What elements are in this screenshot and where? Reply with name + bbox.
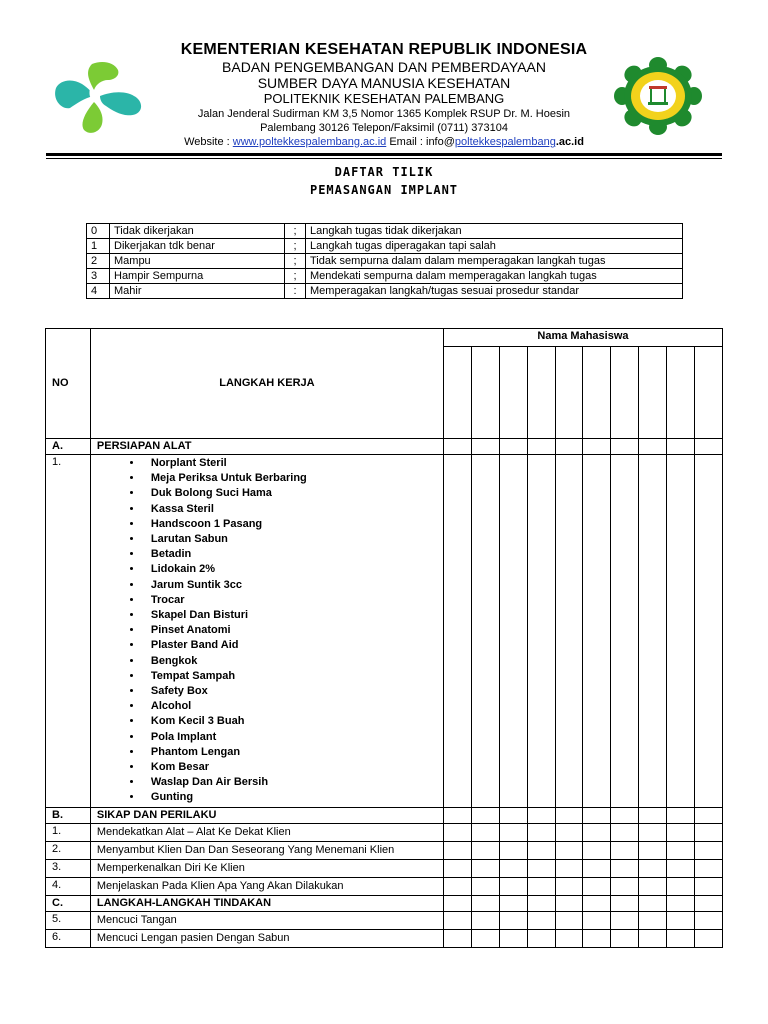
score-cell[interactable] [611, 439, 639, 455]
list-item: • Handscoon 1 Pasang [143, 517, 437, 532]
student-name-cell[interactable] [527, 347, 555, 439]
legend-label: Mahir [110, 284, 285, 299]
score-cell[interactable] [583, 455, 611, 808]
list-item: • Kom Kecil 3 Buah [143, 714, 437, 729]
score-cell[interactable] [583, 911, 611, 929]
legend-row [87, 224, 683, 239]
score-cell[interactable] [555, 911, 583, 929]
header-student-names: Nama Mahasiswa [443, 329, 722, 347]
section-row [46, 807, 723, 823]
score-cell[interactable] [583, 841, 611, 859]
legend-description: Langkah tugas diperagakan tapi salah [306, 239, 683, 254]
score-cell[interactable] [639, 823, 667, 841]
score-cell[interactable] [694, 439, 722, 455]
website-label: Website : [184, 136, 233, 148]
score-cell[interactable] [471, 929, 499, 947]
legend-row [87, 254, 683, 269]
table-row [46, 877, 723, 895]
row-step: Mencuci Tangan [90, 911, 443, 929]
row-no: 5. [46, 911, 91, 929]
tool-list-cell [90, 455, 443, 808]
row-no: 3. [46, 859, 91, 877]
score-cell[interactable] [527, 911, 555, 929]
student-name-cell[interactable] [471, 347, 499, 439]
row-step: Mendekatkan Alat – Alat Ke Dekat Klien [90, 823, 443, 841]
score-cell[interactable] [443, 895, 471, 911]
score-cell[interactable] [555, 859, 583, 877]
score-cell[interactable] [527, 807, 555, 823]
score-cell[interactable] [667, 911, 695, 929]
legend-label: Dikerjakan tdk benar [110, 239, 285, 254]
poltekkes-seal-icon [612, 56, 704, 136]
list-item: • Pola Implant [143, 730, 437, 745]
score-cell[interactable] [555, 807, 583, 823]
score-cell[interactable] [499, 807, 527, 823]
score-cell[interactable] [583, 877, 611, 895]
score-cell[interactable] [667, 895, 695, 911]
score-cell[interactable] [471, 841, 499, 859]
list-item: • Kom Besar [143, 760, 437, 775]
score-cell[interactable] [499, 911, 527, 929]
score-cell[interactable] [443, 877, 471, 895]
score-cell[interactable] [471, 439, 499, 455]
score-cell[interactable] [527, 823, 555, 841]
list-item: • Tempat Sampah [143, 669, 437, 684]
section-c-title: LANGKAH-LANGKAH TINDAKAN [90, 895, 443, 911]
list-item: • Plaster Band Aid [143, 638, 437, 653]
list-item: • Larutan Sabun [143, 532, 437, 547]
score-cell[interactable] [471, 823, 499, 841]
student-name-cell[interactable] [611, 347, 639, 439]
legend-score: 3 [87, 269, 110, 284]
agency-name-2: SUMBER DAYA MANUSIA KESEHATAN [257, 75, 511, 91]
table-row [46, 911, 723, 929]
section-row [46, 439, 723, 455]
list-item: • Jarum Suntik 3cc [143, 578, 437, 593]
score-cell[interactable] [667, 439, 695, 455]
score-cell[interactable] [527, 859, 555, 877]
email-label: Email : info@ [386, 136, 455, 148]
legend-description: Memperagakan langkah/tugas sesuai prosedur standar [306, 284, 683, 299]
legend-label: Mampu [110, 254, 285, 269]
header-step: LANGKAH KERJA [90, 329, 443, 439]
list-item: • Trocar [143, 593, 437, 608]
score-cell[interactable] [611, 877, 639, 895]
score-cell[interactable] [555, 823, 583, 841]
legend-score: 1 [87, 239, 110, 254]
score-cell[interactable] [639, 911, 667, 929]
score-cell[interactable] [555, 895, 583, 911]
student-name-cell[interactable] [694, 347, 722, 439]
row-no: 4. [46, 877, 91, 895]
score-cell[interactable] [694, 807, 722, 823]
legend-label: Hampir Sempurna [110, 269, 285, 284]
score-cell[interactable] [499, 877, 527, 895]
legend-description: Tidak sempurna dalam dalam memperagakan langkah tugas [306, 254, 683, 269]
section-a-no: A. [46, 439, 91, 455]
score-cell[interactable] [667, 823, 695, 841]
legend-description: Langkah tugas tidak dikerjakan [306, 224, 683, 239]
legend-separator: ; [285, 224, 306, 239]
table-row [46, 859, 723, 877]
score-cell[interactable] [471, 807, 499, 823]
score-cell[interactable] [583, 929, 611, 947]
score-cell[interactable] [527, 439, 555, 455]
list-item: • Bengkok [143, 654, 437, 669]
row-step: Mencuci Lengan pasien Dengan Sabun [90, 929, 443, 947]
document-title: DAFTAR TILIK [334, 165, 434, 179]
score-cell[interactable] [694, 911, 722, 929]
table-row [46, 929, 723, 947]
legend-separator: ; [285, 239, 306, 254]
score-cell[interactable] [667, 455, 695, 808]
score-cell[interactable] [471, 455, 499, 808]
score-cell[interactable] [583, 807, 611, 823]
score-cell[interactable] [667, 859, 695, 877]
student-name-cell[interactable] [499, 347, 527, 439]
score-cell[interactable] [694, 895, 722, 911]
score-cell[interactable] [611, 859, 639, 877]
legend-row [87, 284, 683, 299]
score-cell[interactable] [639, 895, 667, 911]
score-cell[interactable] [639, 877, 667, 895]
score-cell[interactable] [639, 859, 667, 877]
score-cell[interactable] [583, 859, 611, 877]
list-item: • Lidokain 2% [143, 562, 437, 577]
score-cell[interactable] [443, 823, 471, 841]
score-cell[interactable] [499, 929, 527, 947]
score-cell[interactable] [443, 859, 471, 877]
legend-separator: ; [285, 254, 306, 269]
section-b-no: B. [46, 807, 91, 823]
score-cell[interactable] [639, 841, 667, 859]
letterhead-rule-thick [46, 153, 722, 156]
list-item: • Alcohol [143, 699, 437, 714]
table-row [46, 841, 723, 859]
score-cell[interactable] [471, 859, 499, 877]
list-item: • Skapel Dan Bisturi [143, 608, 437, 623]
score-cell[interactable] [694, 859, 722, 877]
row-no: 1. [46, 823, 91, 841]
score-cell[interactable] [694, 841, 722, 859]
score-cell[interactable] [443, 439, 471, 455]
letterhead [120, 40, 648, 150]
list-item: • Kassa Steril [143, 502, 437, 517]
score-cell[interactable] [611, 841, 639, 859]
score-cell[interactable] [499, 455, 527, 808]
table-row [46, 823, 723, 841]
section-a-title: PERSIAPAN ALAT [90, 439, 443, 455]
score-cell[interactable] [694, 877, 722, 895]
document-subtitle: PEMASANGAN IMPLANT [309, 183, 459, 197]
institution-name: POLITEKNIK KESEHATAN PALEMBANG [263, 91, 505, 106]
score-cell[interactable] [443, 929, 471, 947]
letterhead-rule-thin [46, 158, 722, 159]
ministry-name: KEMENTERIAN KESEHATAN REPUBLIK INDONESIA [180, 41, 588, 58]
score-cell[interactable] [639, 439, 667, 455]
score-cell[interactable] [555, 929, 583, 947]
score-cell[interactable] [555, 877, 583, 895]
score-cell[interactable] [694, 823, 722, 841]
checklist-table [45, 328, 723, 948]
list-item: • Betadin [143, 547, 437, 562]
score-cell[interactable] [499, 895, 527, 911]
section-b-title: SIKAP DAN PERILAKU [90, 807, 443, 823]
score-cell[interactable] [611, 911, 639, 929]
score-cell[interactable] [527, 877, 555, 895]
score-legend-table [86, 223, 683, 299]
section-c-no: C. [46, 895, 91, 911]
score-cell[interactable] [611, 807, 639, 823]
address-line-1: Jalan Jenderal Sudirman KM 3,5 Nomor 1365 Komplek RSUP Dr. M. Hoesin [197, 108, 571, 120]
score-cell[interactable] [639, 455, 667, 808]
header-row [46, 329, 723, 347]
student-name-cell[interactable] [555, 347, 583, 439]
list-item: • Gunting [143, 790, 437, 805]
score-cell[interactable] [611, 895, 639, 911]
legend-row [87, 239, 683, 254]
agency-name: BADAN PENGEMBANGAN DAN PEMBERDAYAAN [222, 59, 546, 75]
score-cell[interactable] [611, 455, 639, 808]
score-cell[interactable] [555, 841, 583, 859]
score-cell[interactable] [527, 895, 555, 911]
legend-label: Tidak dikerjakan [110, 224, 285, 239]
score-cell[interactable] [583, 439, 611, 455]
list-item: • Safety Box [143, 684, 437, 699]
legend-description: Mendekati sempurna dalam memperagakan langkah tugas [306, 269, 683, 284]
list-item: • Phantom Lengan [143, 745, 437, 760]
legend-separator: ; [285, 269, 306, 284]
score-cell[interactable] [667, 929, 695, 947]
legend-row [87, 269, 683, 284]
score-cell[interactable] [583, 823, 611, 841]
score-cell[interactable] [667, 807, 695, 823]
row-no: 2. [46, 841, 91, 859]
student-name-cell[interactable] [583, 347, 611, 439]
table-row [46, 455, 723, 808]
score-cell[interactable] [694, 929, 722, 947]
score-cell[interactable] [527, 929, 555, 947]
score-cell[interactable] [443, 911, 471, 929]
email-domain-link[interactable]: poltekkespalembang [454, 136, 556, 148]
student-name-cell[interactable] [443, 347, 471, 439]
score-cell[interactable] [471, 877, 499, 895]
email-suffix: .ac.id [555, 136, 584, 148]
address-line-2: Palembang 30126 Telepon/Faksimil (0711) 373104 [260, 122, 508, 134]
score-cell[interactable] [667, 877, 695, 895]
score-cell[interactable] [611, 929, 639, 947]
legend-score: 0 [87, 224, 110, 239]
list-item: • Waslap Dan Air Bersih [143, 775, 437, 790]
score-cell[interactable] [639, 807, 667, 823]
score-cell[interactable] [667, 841, 695, 859]
list-item: • Duk Bolong Suci Hama [143, 486, 437, 501]
legend-score: 2 [87, 254, 110, 269]
contact-line [120, 135, 648, 150]
score-cell[interactable] [555, 439, 583, 455]
row-no: 6. [46, 929, 91, 947]
score-cell[interactable] [499, 439, 527, 455]
score-cell[interactable] [611, 823, 639, 841]
score-cell[interactable] [555, 455, 583, 808]
website-link[interactable]: www.poltekkespalembang.ac.id [232, 136, 387, 148]
student-name-cell[interactable] [667, 347, 695, 439]
score-cell[interactable] [443, 807, 471, 823]
score-cell[interactable] [443, 841, 471, 859]
score-cell[interactable] [499, 859, 527, 877]
row-step: Memperkenalkan Diri Ke Klien [90, 859, 443, 877]
score-cell[interactable] [527, 841, 555, 859]
legend-separator: : [285, 284, 306, 299]
score-cell[interactable] [499, 841, 527, 859]
student-name-cell[interactable] [639, 347, 667, 439]
list-item: • Meja Periksa Untuk Berbaring [143, 471, 437, 486]
score-cell[interactable] [527, 455, 555, 808]
score-cell[interactable] [583, 895, 611, 911]
score-cell[interactable] [499, 823, 527, 841]
legend-score: 4 [87, 284, 110, 299]
score-cell[interactable] [639, 929, 667, 947]
header-no: NO [46, 329, 91, 439]
row-step: Menjelaskan Pada Klien Apa Yang Akan Dilakukan [90, 877, 443, 895]
row-step: Menyambut Klien Dan Dan Seseorang Yang Menemani Klien [90, 841, 443, 859]
score-cell[interactable] [694, 455, 722, 808]
tool-list [97, 456, 437, 806]
score-cell[interactable] [471, 895, 499, 911]
score-cell[interactable] [471, 911, 499, 929]
list-item: • Pinset Anatomi [143, 623, 437, 638]
list-item: • Norplant Steril [143, 456, 437, 471]
score-cell[interactable] [443, 455, 471, 808]
row-1-no: 1. [46, 455, 91, 808]
section-row [46, 895, 723, 911]
